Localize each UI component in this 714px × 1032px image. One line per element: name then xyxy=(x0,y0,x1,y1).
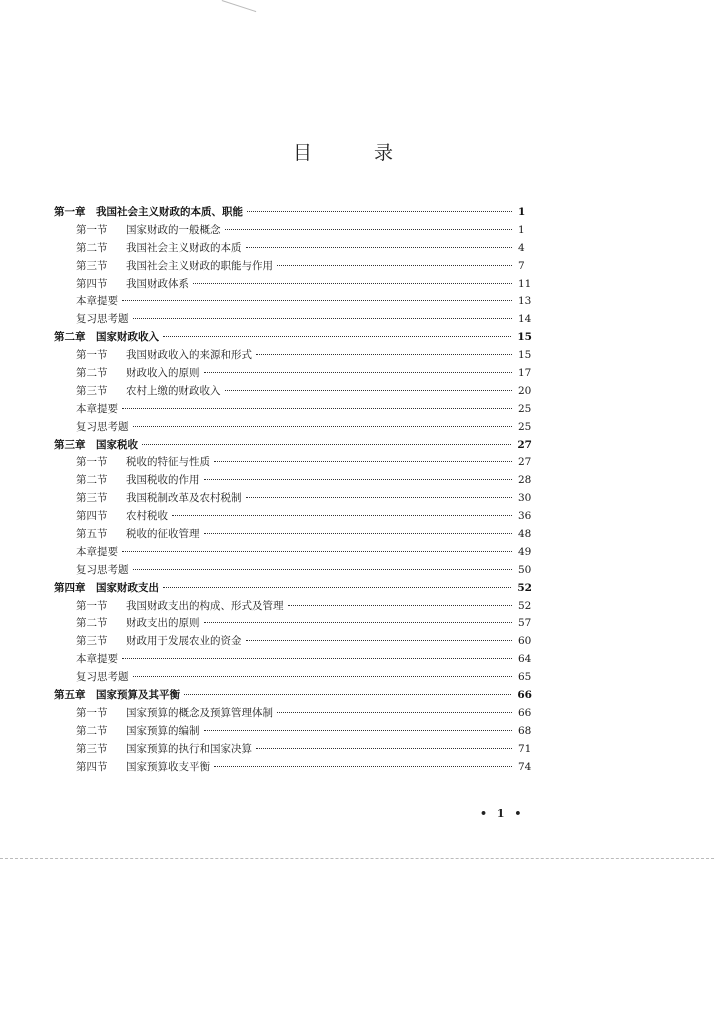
toc-entry-label xyxy=(76,472,200,490)
toc-entry-text: 财政支出的原则 xyxy=(126,617,200,630)
toc-entry-label xyxy=(76,454,210,472)
toc-page-number: 15 xyxy=(518,349,532,362)
toc-page-number: 27 xyxy=(517,438,532,451)
page-number: • 1 • xyxy=(480,807,525,820)
toc-section-row xyxy=(54,347,532,365)
scan-artifact xyxy=(219,0,257,22)
toc-section-number: 第二节 xyxy=(76,724,108,737)
toc-dot-leader xyxy=(142,444,511,445)
toc-section-row xyxy=(54,741,532,759)
toc-entry-label xyxy=(54,204,243,222)
toc-entry-label xyxy=(76,276,189,294)
toc-page-number: 68 xyxy=(518,724,532,737)
toc-section-row xyxy=(54,311,532,329)
toc-section-number: 第三节 xyxy=(76,259,108,272)
toc-entry-text: 国家财政的一般概念 xyxy=(126,223,221,236)
toc-section-number: 第一节 xyxy=(76,349,108,362)
toc-page-number: 7 xyxy=(518,259,525,272)
toc-page-number: 17 xyxy=(518,367,532,380)
toc-section-row xyxy=(54,472,532,490)
toc-entry-label xyxy=(76,562,129,580)
toc-section-number: 第一节 xyxy=(76,599,108,612)
toc-entry-text: 国家预算的编制 xyxy=(126,724,200,737)
toc-page-number: 65 xyxy=(518,671,532,684)
toc-section-row xyxy=(54,508,532,526)
toc-page-number: 11 xyxy=(518,277,532,290)
toc-page-number: 13 xyxy=(518,295,532,308)
toc-dot-leader xyxy=(277,712,512,713)
toc-section-row xyxy=(54,490,532,508)
toc-section-row xyxy=(54,705,532,723)
toc-page-number: 1 xyxy=(518,206,526,218)
toc-dot-leader xyxy=(193,283,512,284)
toc-dot-leader xyxy=(204,622,513,623)
toc-entry-label xyxy=(76,258,273,276)
toc-dot-leader xyxy=(204,533,513,534)
toc-entry-label xyxy=(76,240,242,258)
toc-dot-leader xyxy=(122,551,512,552)
toc-section-number: 第二节 xyxy=(76,241,108,254)
toc-dot-leader xyxy=(204,730,513,731)
toc-entry-text: 第三章 国家税收 xyxy=(54,438,138,451)
toc-section-number: 第二节 xyxy=(76,367,108,380)
toc-entry-label xyxy=(76,311,129,329)
toc-page-number: 50 xyxy=(518,563,532,576)
toc-dot-leader xyxy=(214,766,512,767)
toc-page-number: 14 xyxy=(518,313,532,326)
toc-entry-label xyxy=(76,222,221,240)
toc-dot-leader xyxy=(122,300,512,301)
toc-dot-leader xyxy=(288,605,513,606)
toc-entry-text: 本章提要 xyxy=(76,545,118,558)
toc-section-number: 第五节 xyxy=(76,528,108,541)
toc-dot-leader xyxy=(225,229,513,230)
toc-page-number: 64 xyxy=(518,653,532,666)
toc-entry-text: 国家预算的执行和国家决算 xyxy=(126,742,252,755)
toc-page-number: 66 xyxy=(518,706,532,719)
toc-entry-text: 本章提要 xyxy=(76,402,118,415)
toc-section-row xyxy=(54,419,532,437)
scan-edge-line xyxy=(0,858,714,859)
toc-section-row xyxy=(54,293,532,311)
toc-dot-leader xyxy=(204,372,513,373)
toc-dot-leader xyxy=(172,515,512,516)
toc-dot-leader xyxy=(163,587,511,588)
toc-entry-text: 农村上缴的财政收入 xyxy=(126,384,221,397)
toc-entry-text: 财政用于发展农业的资金 xyxy=(126,635,242,648)
toc-page-number: 25 xyxy=(518,402,532,415)
toc-entry-text: 农村税收 xyxy=(126,510,168,523)
toc-dot-leader xyxy=(133,426,513,427)
toc-entry-text: 我国税制改革及农村税制 xyxy=(126,492,242,505)
toc-section-number: 第一节 xyxy=(76,456,108,469)
toc-dot-leader xyxy=(204,479,513,480)
page-title: 目 录 xyxy=(292,142,422,164)
toc-section-row xyxy=(54,562,532,580)
toc-dot-leader xyxy=(256,748,512,749)
toc-entry-label xyxy=(76,598,284,616)
toc-section-number: 第二节 xyxy=(76,474,108,487)
toc-entry-label xyxy=(76,508,168,526)
toc-dot-leader xyxy=(246,497,513,498)
toc-page-number: 52 xyxy=(518,599,532,612)
toc-page-number: 15 xyxy=(517,331,532,344)
toc-section-row xyxy=(54,723,532,741)
toc-page-number: 66 xyxy=(517,689,532,702)
toc-page-number: 60 xyxy=(518,635,532,648)
toc-section-number: 第一节 xyxy=(76,706,108,719)
toc-entry-text: 我国社会主义财政的职能与作用 xyxy=(126,259,273,272)
toc-dot-leader xyxy=(133,569,513,570)
toc-entry-label xyxy=(54,329,159,347)
toc-entry-text: 税收的特征与性质 xyxy=(126,456,210,469)
toc-page-number: 71 xyxy=(518,742,532,755)
toc-section-row xyxy=(54,615,532,633)
toc-page-number: 74 xyxy=(518,760,532,773)
toc-dot-leader xyxy=(256,354,512,355)
toc-section-row xyxy=(54,544,532,562)
toc-entry-label xyxy=(76,633,242,651)
toc-entry-text: 本章提要 xyxy=(76,653,118,666)
toc-section-row xyxy=(54,759,532,777)
toc-section-number: 第四节 xyxy=(76,760,108,773)
toc-section-row xyxy=(54,222,532,240)
toc-entry-text: 第一章 我国社会主义财政的本质、职能 xyxy=(54,206,243,218)
toc-section-number: 第三节 xyxy=(76,492,108,505)
toc-entry-text: 税收的征收管理 xyxy=(126,528,200,541)
toc-dot-leader xyxy=(133,318,513,319)
toc-section-number: 第三节 xyxy=(76,384,108,397)
toc-section-row xyxy=(54,276,532,294)
toc-section-row xyxy=(54,383,532,401)
toc-entry-label xyxy=(76,669,129,687)
toc-page-number: 4 xyxy=(518,241,525,254)
toc-dot-leader xyxy=(277,265,512,266)
toc-entry-label xyxy=(76,615,200,633)
toc-entry-label xyxy=(76,723,200,741)
toc-section-row xyxy=(54,598,532,616)
toc-entry-text: 本章提要 xyxy=(76,295,118,308)
toc-page-number: 48 xyxy=(518,528,532,541)
toc-entry-label xyxy=(76,651,118,669)
toc-dot-leader xyxy=(122,658,512,659)
toc-section-row xyxy=(54,401,532,419)
toc-entry-text: 我国财政体系 xyxy=(126,277,189,290)
toc-dot-leader xyxy=(214,461,512,462)
toc-section-row xyxy=(54,258,532,276)
toc-entry-text: 第二章 国家财政收入 xyxy=(54,331,159,344)
toc-chapter-row xyxy=(54,204,532,222)
toc-entry-text: 我国社会主义财政的本质 xyxy=(126,241,242,254)
toc-entry-label xyxy=(76,759,210,777)
toc-page-number: 30 xyxy=(518,492,532,505)
toc-dot-leader xyxy=(122,408,512,409)
toc-chapter-row xyxy=(54,437,532,455)
toc-dot-leader xyxy=(246,247,513,248)
toc-entry-text: 复习思考题 xyxy=(76,313,129,326)
toc-dot-leader xyxy=(225,390,513,391)
toc-dot-leader xyxy=(184,694,511,695)
toc-entry-text: 复习思考题 xyxy=(76,563,129,576)
toc-entry-label xyxy=(76,347,252,365)
toc-entry-label xyxy=(76,293,118,311)
toc-entry-label xyxy=(76,365,200,383)
toc-page-number: 36 xyxy=(518,510,532,523)
toc-entry-text: 国家预算收支平衡 xyxy=(126,760,210,773)
toc-page-number: 1 xyxy=(518,223,525,236)
toc-chapter-row xyxy=(54,580,532,598)
toc-section-number: 第四节 xyxy=(76,277,108,290)
toc-entry-label xyxy=(54,437,138,455)
toc-entry-text: 国家预算的概念及预算管理体制 xyxy=(126,706,273,719)
toc-entry-text: 我国财政支出的构成、形式及管理 xyxy=(126,599,284,612)
toc-section-row xyxy=(54,526,532,544)
toc-section-row xyxy=(54,240,532,258)
toc-page-number: 28 xyxy=(518,474,532,487)
toc-dot-leader xyxy=(163,336,511,337)
toc-entry-label xyxy=(76,383,221,401)
toc-entry-label xyxy=(54,687,180,705)
toc-section-row xyxy=(54,633,532,651)
toc-section-row xyxy=(54,365,532,383)
toc-entry-text: 复习思考题 xyxy=(76,420,129,433)
toc-page-number: 27 xyxy=(518,456,532,469)
toc-entry-label xyxy=(76,705,273,723)
toc-dot-leader xyxy=(133,676,513,677)
toc-section-number: 第四节 xyxy=(76,510,108,523)
toc-page-number: 49 xyxy=(518,545,532,558)
toc-entry-text: 第四章 国家财政支出 xyxy=(54,581,159,594)
table-of-contents xyxy=(54,204,532,777)
toc-section-number: 第三节 xyxy=(76,742,108,755)
toc-section-number: 第三节 xyxy=(76,635,108,648)
toc-section-number: 第二节 xyxy=(76,617,108,630)
toc-section-row xyxy=(54,454,532,472)
toc-entry-text: 复习思考题 xyxy=(76,671,129,684)
toc-entry-label xyxy=(76,741,252,759)
toc-entry-label xyxy=(76,544,118,562)
toc-page-number: 20 xyxy=(518,384,532,397)
toc-chapter-row xyxy=(54,329,532,347)
toc-dot-leader xyxy=(246,640,513,641)
toc-entry-text: 我国财政收入的来源和形式 xyxy=(126,349,252,362)
toc-entry-label xyxy=(76,526,200,544)
toc-entry-text: 第五章 国家预算及其平衡 xyxy=(54,689,180,702)
toc-page-number: 25 xyxy=(518,420,532,433)
toc-entry-label xyxy=(76,490,242,508)
toc-entry-label xyxy=(76,401,118,419)
toc-section-row xyxy=(54,651,532,669)
toc-page-number: 52 xyxy=(517,581,532,594)
toc-entry-label xyxy=(54,580,159,598)
toc-section-row xyxy=(54,669,532,687)
toc-page-number: 57 xyxy=(518,617,532,630)
toc-entry-label xyxy=(76,419,129,437)
toc-dot-leader xyxy=(247,211,512,212)
toc-entry-text: 财政收入的原则 xyxy=(126,367,200,380)
toc-chapter-row xyxy=(54,687,532,705)
toc-entry-text: 我国税收的作用 xyxy=(126,474,200,487)
toc-section-number: 第一节 xyxy=(76,223,108,236)
